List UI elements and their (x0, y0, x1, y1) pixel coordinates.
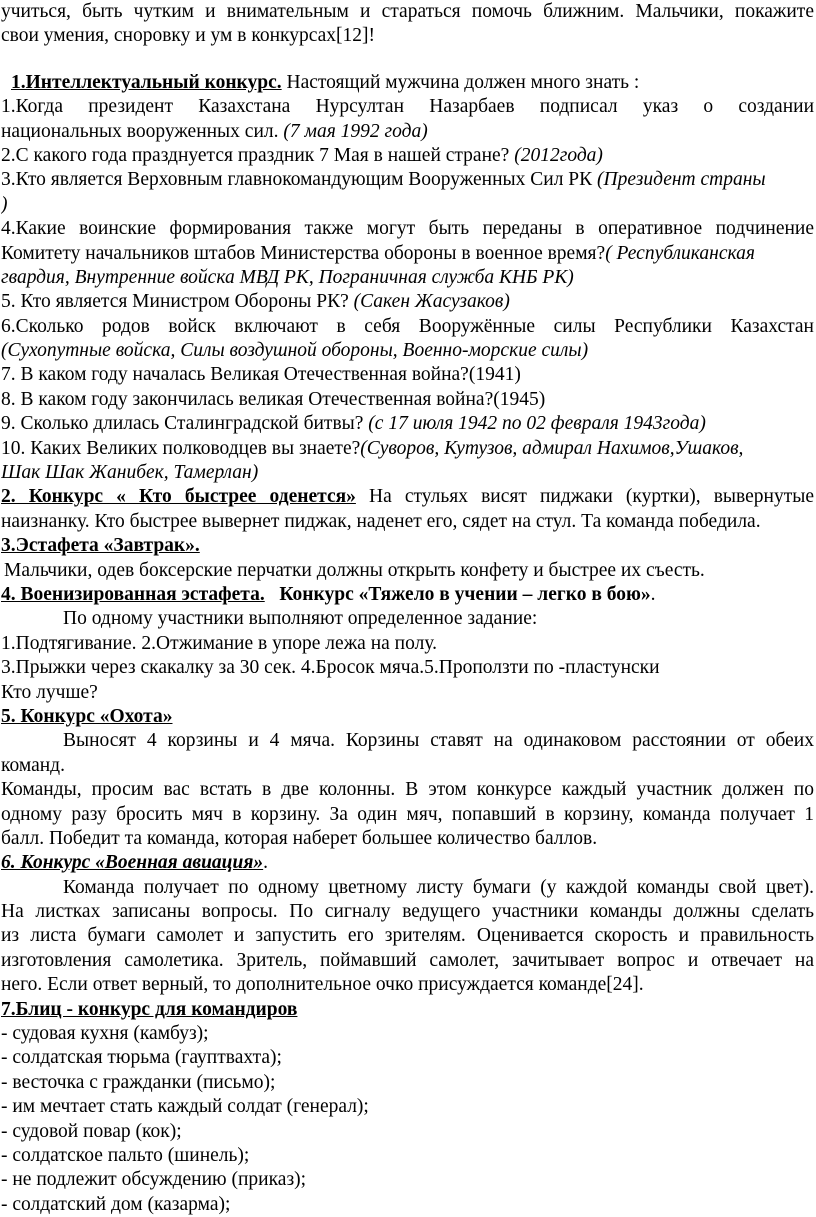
spacer (1, 49, 814, 71)
list-item-text: - весточка с гражданки (письмо); (1, 1071, 276, 1093)
contest-5-line (1, 803, 814, 827)
contest-4-line (1, 656, 814, 680)
contest-1-heading (1, 71, 814, 95)
contest-7-heading (1, 998, 814, 1022)
question-6 (1, 315, 814, 339)
contest-4-text: По одному участники выполняют определенное задание: (63, 608, 538, 630)
question-3 (1, 168, 814, 192)
contest-6-title: 6. Конкурс «Военная авиация» (1, 852, 264, 874)
answer-text: (с 17 июля 1942 по 02 февраля 1943года) (368, 413, 706, 435)
contest-4-text: 3.Прыжки через скакалку за 30 сек. 4.Бросок мяча.5.Проползти по -пластунски (1, 657, 660, 679)
question-5 (1, 290, 814, 314)
list-item-text: - солдатская тюрьма (гауптвахта); (1, 1047, 282, 1069)
contest-2-text: На стульях висят пиджаки (куртки), вывернутые (355, 486, 814, 508)
question-10 (1, 437, 814, 461)
list-item (1, 1193, 814, 1217)
question-8 (1, 388, 814, 412)
contest-2-title: 2. Конкурс « Кто быстрее оденется» (1, 486, 356, 508)
question-7 (1, 363, 814, 387)
question-text: 9. Сколько длилась Сталинградской битвы? (1, 413, 369, 435)
list-item-text: - им мечтает стать каждый солдат (генерал); (1, 1096, 369, 1118)
contest-4-title: 4. Военизированная эстафета. (1, 583, 265, 605)
answer-text: (Президент страны (597, 169, 766, 191)
contest-5-text: одному разу бросить мяч в корзину. За один мяч, попавший в корзину, команда получает 1 (1, 803, 814, 825)
contest-3-title: 3.Эстафета «Завтрак». (1, 535, 200, 557)
question-9 (1, 412, 814, 436)
contest-5-title: 5. Конкурс «Охота» (1, 705, 173, 727)
contest-5-line (1, 778, 814, 802)
list-item (1, 1046, 814, 1070)
list-item-text: - не подлежит обсуждению (приказ); (1, 1169, 307, 1191)
question-1-cont (1, 120, 814, 144)
question-10-answer (1, 461, 814, 485)
answer-text: ( Республиканская (605, 242, 755, 264)
contest-6-text: него. Если ответ верный, то дополнительное очко присуждается команде[24]. (1, 974, 644, 996)
list-item (1, 1095, 814, 1119)
punctuation: . (650, 583, 656, 605)
contest-4-line (1, 607, 814, 631)
list-item (1, 1144, 814, 1168)
question-4-answer (1, 266, 814, 290)
list-item (1, 1071, 814, 1095)
question-4 (1, 217, 814, 241)
intro-text: учиться, быть чутким и внимательным и стараться помочь ближним. Мальчики, покажите (1, 1, 814, 22)
contest-6-line (1, 900, 814, 924)
contest-6-line (1, 876, 814, 900)
spacer-text (265, 584, 280, 605)
question-text: Комитету начальников штабов Министерства обороны в военное время? (1, 242, 606, 264)
contest-6-text: изготовления самолетика. Зритель, поймавший самолет, зачитывает вопрос и отвечает на (1, 949, 814, 971)
contest-4-subtitle: Конкурс «Тяжело в учении – легко в бою» (279, 583, 651, 605)
question-text: 8. В каком году закончилась великая Отечественная война?(1945) (1, 388, 546, 410)
answer-text: Шак Шак Жанибек, Тамерлан) (1, 462, 259, 484)
contest-2-heading (1, 485, 814, 509)
contest-3-text: Мальчики, одев боксерские перчатки должны открыть конфету и быстрее их съесть. (4, 559, 705, 581)
question-2 (1, 144, 814, 168)
contest-4-text: Кто лучше? (1, 681, 98, 703)
question-text: 5. Кто является Министром Обороны РК? (1, 291, 354, 313)
question-3-cont (1, 193, 814, 217)
question-text: 2.С какого года празднуется праздник 7 Мая в нашей стране? (1, 144, 515, 166)
contest-4-line (1, 632, 814, 656)
question-1 (1, 95, 814, 119)
contest-5-text: балл. Победит та команда, которая наберет большее количество баллов. (1, 827, 598, 849)
list-item-text: - судовая кухня (камбуз); (1, 1023, 209, 1045)
answer-text: (7 мая 1992 года) (283, 120, 428, 142)
contest-6-text: из листа бумаги самолет и запустить его зрителям. Оценивается скорость и правильность (1, 925, 814, 947)
contest-5-text: Выносят 4 корзины и 4 мяча. Корзины ставят на одинаковом расстоянии от обеих (63, 730, 814, 752)
list-item (1, 1168, 814, 1192)
list-item (1, 1120, 814, 1144)
answer-text: (Суворов, Кутузов, адмирал Нахимов,Ушаков, (360, 437, 744, 459)
contest-5-text: Команды, просим вас встать в две колонны. В этом конкурсе каждый участник должен по (1, 779, 814, 801)
contest-5-line (1, 754, 814, 778)
answer-text: (Сухопутные войска, Силы воздушной обороны, Военно-морские силы) (1, 340, 589, 362)
contest-2-line (1, 510, 814, 534)
contest-6-heading (1, 851, 814, 875)
answer-text: гвардия, Внутренние войска МВД РК, Пограничная служба КНБ РК) (1, 266, 574, 288)
contest-5-heading (1, 705, 814, 729)
question-text: 4.Какие воинские формирования также могут быть переданы в оперативное подчинение (1, 218, 814, 240)
contest-1-intro: Настоящий мужчина должен много знать : (281, 71, 640, 93)
list-item (1, 1022, 814, 1046)
contest-6-text: На листках записаны вопросы. По сигналу ведущего участники команды должны сделать (1, 901, 814, 923)
contest-5-text: команд. (1, 754, 65, 776)
question-text: 10. Каких Великих полководцев вы знаете? (1, 437, 361, 459)
question-4-cont (1, 242, 814, 266)
intro-text: свои умения, сноровку и ум в конкурсах[12]! (1, 25, 375, 47)
intro-line (1, 24, 814, 48)
contest-5-line (1, 827, 814, 851)
contest-3-heading (1, 534, 814, 558)
contest-7-title: 7.Блиц - конкурс для командиров (1, 998, 298, 1020)
answer-text: ) (1, 193, 8, 215)
contest-6-line (1, 949, 814, 973)
contest-4-heading (1, 583, 814, 607)
list-item-text: - судовой повар (кок); (1, 1120, 182, 1142)
contest-2-text: наизнанку. Кто быстрее вывернет пиджак, наденет его, сядет на стул. Та команда победила. (1, 510, 761, 532)
answer-text: (2012года) (514, 144, 603, 166)
contest-6-text: Команда получает по одному цветному листу бумаги (у каждой команды свой цвет). (63, 876, 814, 898)
question-text: 3.Кто является Верховным главнокомандующим Вооруженных Сил РК (1, 169, 598, 191)
contest-6-line (1, 924, 814, 948)
question-text: 6.Сколько родов войск включают в себя Вооружённые силы Республики Казахстан (1, 315, 814, 337)
contest-4-line (1, 681, 814, 705)
contest-1-title: 1.Интеллектуальный конкурс. (11, 71, 282, 93)
contest-3-line (1, 559, 814, 583)
contest-4-text: 1.Подтягивание. 2.Отжимание в упоре лежа на полу. (1, 632, 437, 654)
question-text: 7. В каком году началась Великая Отечественная война?(1941) (1, 364, 521, 386)
intro-line (1, 0, 814, 24)
list-item-text: - солдатский дом (казарма); (1, 1193, 231, 1215)
question-text: национальных вооруженных сил. (1, 120, 284, 142)
punctuation: . (263, 852, 269, 874)
question-text: 1.Когда президент Казахстана Нурсултан Назарбаев подписал указ о создании (1, 96, 814, 118)
contest-5-line (1, 729, 814, 753)
list-item-text: - солдатское пальто (шинель); (1, 1144, 250, 1166)
answer-text: (Сакен Жасузаков) (353, 291, 510, 313)
question-6-answer (1, 339, 814, 363)
contest-6-line (1, 973, 814, 997)
